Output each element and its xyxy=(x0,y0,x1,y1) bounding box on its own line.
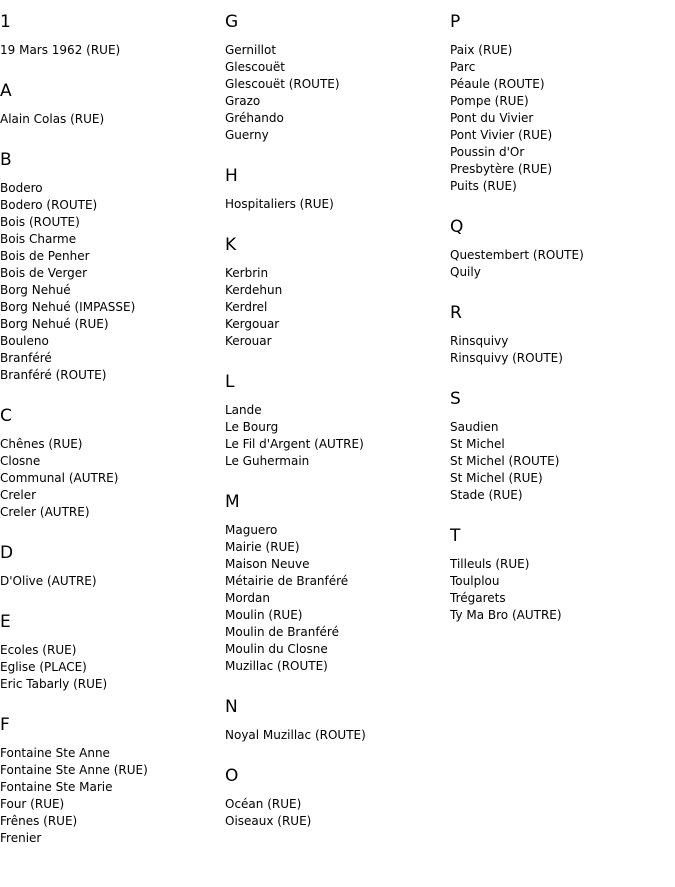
street-name: Le Bourg xyxy=(225,420,279,434)
section-letter-heading: M xyxy=(225,492,240,512)
street-name: Mairie (RUE) xyxy=(225,540,300,554)
section-letter-heading: K xyxy=(225,235,237,255)
street-name: Pompe (RUE) xyxy=(450,94,529,108)
letter-section xyxy=(225,235,445,350)
street-name: Bois de Verger xyxy=(0,266,88,280)
letter-section xyxy=(0,543,220,590)
section-letter-heading: H xyxy=(225,166,238,186)
letter-section xyxy=(0,715,220,847)
street-name: Presbytère (RUE) xyxy=(450,162,553,176)
street-name: Closne xyxy=(0,454,41,468)
street-name: Hospitaliers (RUE) xyxy=(225,197,334,211)
street-index-column-2 xyxy=(225,0,445,852)
street-name: Questembert (ROUTE) xyxy=(450,248,584,262)
letter-section xyxy=(225,492,445,675)
street-name: Pont Vivier (RUE) xyxy=(450,128,553,142)
street-name: Péaule (ROUTE) xyxy=(450,77,545,91)
street-name: Bodero (ROUTE) xyxy=(0,198,98,212)
street-name: Branféré (ROUTE) xyxy=(0,368,107,382)
street-name: Moulin (RUE) xyxy=(225,608,303,622)
street-name: Bois (ROUTE) xyxy=(0,215,80,229)
street-list xyxy=(450,333,670,367)
street-name: D'Olive (AUTRE) xyxy=(0,574,97,588)
street-name: Muzillac (ROUTE) xyxy=(225,659,328,673)
street-name: Parc xyxy=(450,60,476,74)
street-name: Borg Nehué (RUE) xyxy=(0,317,109,331)
street-name: Kerdrel xyxy=(225,300,268,314)
street-name: Ty Ma Bro (AUTRE) xyxy=(450,608,562,622)
street-name: Océan (RUE) xyxy=(225,797,302,811)
street-list xyxy=(0,42,220,59)
street-name: Kerbrin xyxy=(225,266,269,280)
street-name: St Michel xyxy=(450,437,505,451)
street-name: Grazo xyxy=(225,94,261,108)
street-list xyxy=(225,796,445,830)
street-index-column-1 xyxy=(0,0,220,869)
street-name: Frenier xyxy=(0,831,42,845)
street-name: St Michel (ROUTE) xyxy=(450,454,560,468)
letter-section xyxy=(225,697,445,744)
letter-section xyxy=(0,81,220,128)
street-name: Quily xyxy=(450,265,481,279)
street-name: Glescouët (ROUTE) xyxy=(225,77,340,91)
street-name: Kerouar xyxy=(225,334,272,348)
street-name: Maguero xyxy=(225,523,278,537)
street-name: Branféré xyxy=(0,351,52,365)
section-letter-heading: Q xyxy=(450,217,464,237)
street-name: Saudien xyxy=(450,420,499,434)
street-name: Fontaine Ste Marie xyxy=(0,780,113,794)
letter-section xyxy=(0,612,220,693)
street-name: Eglise (PLACE) xyxy=(0,660,87,674)
street-name: Borg Nehué (IMPASSE) xyxy=(0,300,136,314)
letter-section xyxy=(0,150,220,384)
section-letter-heading: G xyxy=(225,12,239,32)
street-name: Poussin d'Or xyxy=(450,145,525,159)
street-name: Eric Tabarly (RUE) xyxy=(0,677,108,691)
street-name: Lande xyxy=(225,403,262,417)
section-letter-heading: F xyxy=(0,715,10,735)
street-list xyxy=(0,111,220,128)
street-list xyxy=(225,727,445,744)
street-name: Paix (RUE) xyxy=(450,43,513,57)
letter-section xyxy=(225,372,445,470)
street-name: Tilleuls (RUE) xyxy=(450,557,530,571)
street-name: Alain Colas (RUE) xyxy=(0,112,105,126)
street-list xyxy=(225,265,445,350)
street-name: Puits (RUE) xyxy=(450,179,517,193)
letter-section xyxy=(450,303,670,367)
street-list xyxy=(0,573,220,590)
street-list xyxy=(225,42,445,144)
section-letter-heading: E xyxy=(0,612,11,632)
street-name: Moulin de Branféré xyxy=(225,625,339,639)
street-name: Gernillot xyxy=(225,43,277,57)
street-name: Le Guhermain xyxy=(225,454,310,468)
street-name: Kerdehun xyxy=(225,283,283,297)
section-letter-heading: N xyxy=(225,697,238,717)
street-list xyxy=(450,247,670,281)
street-name: Kergouar xyxy=(225,317,280,331)
street-name: Glescouët xyxy=(225,60,285,74)
letter-section xyxy=(225,12,445,144)
street-name: St Michel (RUE) xyxy=(450,471,543,485)
street-name: Maison Neuve xyxy=(225,557,310,571)
section-letter-heading: L xyxy=(225,372,235,392)
street-name: Moulin du Closne xyxy=(225,642,328,656)
letter-section xyxy=(225,166,445,213)
section-letter-heading: B xyxy=(0,150,12,170)
street-name: 19 Mars 1962 (RUE) xyxy=(0,43,121,57)
street-list xyxy=(0,642,220,693)
street-list xyxy=(225,402,445,470)
street-name: Rinsquivy (ROUTE) xyxy=(450,351,563,365)
street-name: Bois Charme xyxy=(0,232,77,246)
street-name: Noyal Muzillac (ROUTE) xyxy=(225,728,366,742)
street-list xyxy=(0,745,220,847)
street-name: Creler (AUTRE) xyxy=(0,505,90,519)
section-letter-heading: D xyxy=(0,543,14,563)
section-letter-heading: T xyxy=(450,526,461,546)
street-name: Communal (AUTRE) xyxy=(0,471,119,485)
street-name: Borg Nehué xyxy=(0,283,71,297)
street-name: Four (RUE) xyxy=(0,797,65,811)
letter-section xyxy=(225,766,445,830)
street-name: Gréhando xyxy=(225,111,284,125)
street-name: Bois de Penher xyxy=(0,249,90,263)
street-name: Frênes (RUE) xyxy=(0,814,78,828)
section-letter-heading: 1 xyxy=(0,12,11,32)
street-name: Guerny xyxy=(225,128,269,142)
street-list xyxy=(225,522,445,675)
letter-section xyxy=(450,389,670,504)
street-list xyxy=(225,196,445,213)
street-name: Pont du Vivier xyxy=(450,111,534,125)
section-letter-heading: C xyxy=(0,406,12,426)
section-letter-heading: A xyxy=(0,81,12,101)
section-letter-heading: S xyxy=(450,389,461,409)
street-name: Bouleno xyxy=(0,334,49,348)
section-letter-heading: O xyxy=(225,766,239,786)
street-name: Oiseaux (RUE) xyxy=(225,814,312,828)
street-list xyxy=(450,556,670,624)
street-name: Le Fil d'Argent (AUTRE) xyxy=(225,437,364,451)
street-list xyxy=(450,42,670,195)
street-name: Chênes (RUE) xyxy=(0,437,83,451)
letter-section xyxy=(450,12,670,195)
street-list xyxy=(450,419,670,504)
street-name: Métairie de Branféré xyxy=(225,574,349,588)
street-list xyxy=(0,436,220,521)
street-name: Rinsquivy xyxy=(450,334,509,348)
letter-section xyxy=(450,217,670,281)
letter-section xyxy=(0,12,220,59)
street-name: Stade (RUE) xyxy=(450,488,523,502)
section-letter-heading: R xyxy=(450,303,462,323)
street-list xyxy=(0,180,220,384)
street-name: Bodero xyxy=(0,181,43,195)
letter-section xyxy=(450,526,670,624)
street-name: Fontaine Ste Anne xyxy=(0,746,110,760)
street-name: Mordan xyxy=(225,591,270,605)
street-name: Trégarets xyxy=(450,591,506,605)
letter-section xyxy=(0,406,220,521)
street-name: Creler xyxy=(0,488,37,502)
street-name: Ecoles (RUE) xyxy=(0,643,77,657)
section-letter-heading: P xyxy=(450,12,461,32)
street-name: Fontaine Ste Anne (RUE) xyxy=(0,763,148,777)
street-name: Toulplou xyxy=(450,574,500,588)
street-index-column-3 xyxy=(450,0,670,646)
